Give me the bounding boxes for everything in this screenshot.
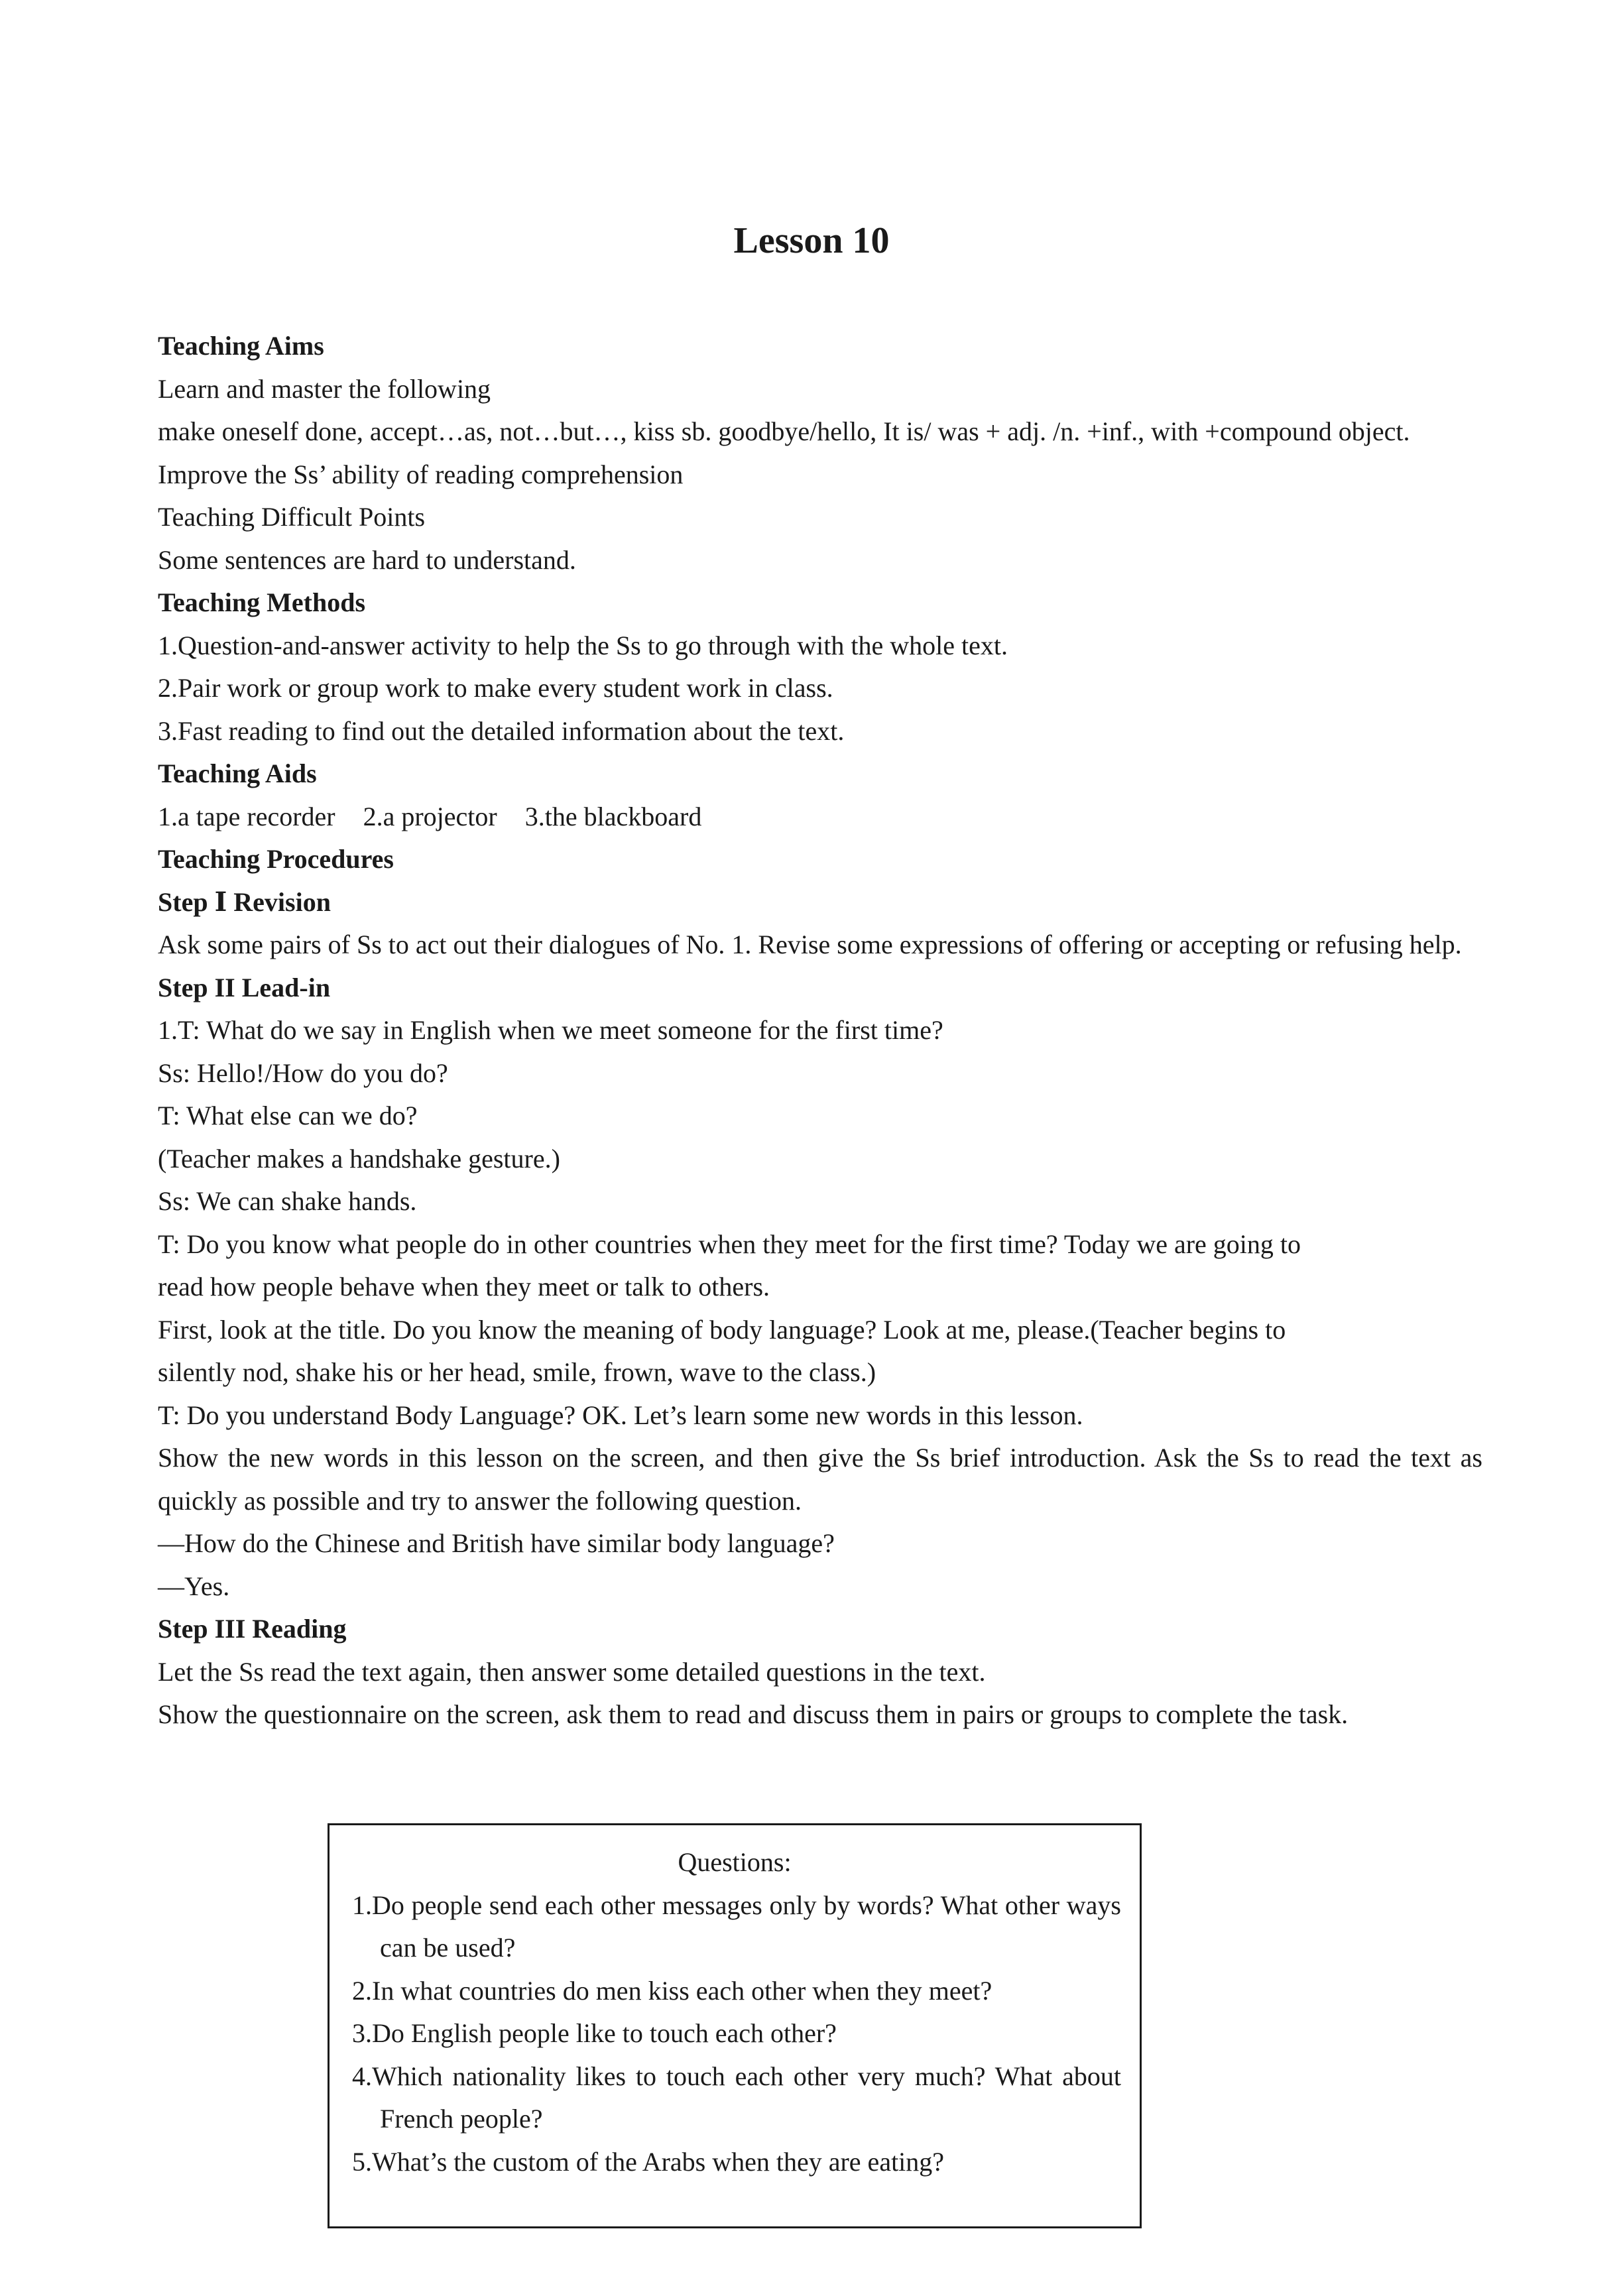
aims-line-1: Learn and master the following xyxy=(158,373,491,404)
difficult-points-text: Some sentences are hard to understand. xyxy=(158,544,576,575)
dialogue-line: T: Do you understand Body Language? OK. Let’s learn some new words in this lesson. xyxy=(158,1400,1083,1430)
question-item: 5.What’s the custom of the Arabs when they are eating? xyxy=(352,2146,945,2177)
questions-list xyxy=(330,1884,1140,2184)
dialogue-line: T: What else can we do? xyxy=(158,1101,418,1130)
lesson-content xyxy=(158,325,1482,1736)
question-item: 2.In what countries do men kiss each other when they meet? xyxy=(352,1975,992,2006)
questions-box xyxy=(328,1823,1142,2228)
step-2-answer: —Yes. xyxy=(158,1571,230,1601)
teaching-aids-heading: Teaching Aids xyxy=(158,758,317,788)
method-item: 3.Fast reading to find out the detailed information about the text. xyxy=(158,715,845,746)
teaching-aims-heading: Teaching Aims xyxy=(158,331,324,361)
method-item: 1.Question-and-answer activity to help the Ss to go through with the whole text. xyxy=(158,630,1008,660)
page-title: Lesson 10 xyxy=(733,220,890,261)
question-item: 3.Do English people like to touch each other? xyxy=(352,2018,837,2048)
step-3-heading: Step III Reading xyxy=(158,1614,347,1644)
step-1-text: Ask some pairs of Ss to act out their dialogues of No. 1. Revise some expressions of offering or accepting or refusing help. xyxy=(158,930,1462,959)
teaching-methods-heading: Teaching Methods xyxy=(158,587,366,617)
dialogue-line: Ss: We can shake hands. xyxy=(158,1186,417,1216)
aims-line-2: make oneself done, accept…as, not…but…, kiss sb. goodbye/hello, It is/ was + adj. /n. +inf., with +compound object. xyxy=(158,416,1410,446)
step-1-heading: Step Ⅰ Revision xyxy=(158,886,331,917)
dialogue-line: silently nod, shake his or her head, smile, frown, wave to the class.) xyxy=(158,1357,876,1387)
step-2-question: —How do the Chinese and British have similar body language? xyxy=(158,1528,835,1558)
dialogue-line: (Teacher makes a handshake gesture.) xyxy=(158,1143,560,1174)
teaching-procedures-heading: Teaching Procedures xyxy=(158,844,394,874)
aid-item: 1.a tape recorder xyxy=(158,801,335,831)
aims-line-3: Improve the Ss’ ability of reading comprehension xyxy=(158,459,684,489)
method-item: 2.Pair work or group work to make every student work in class. xyxy=(158,673,833,703)
difficult-points-heading: Teaching Difficult Points xyxy=(158,502,426,532)
step-3-line-1: Let the Ss read the text again, then answer some detailed questions in the text. xyxy=(158,1656,986,1687)
step-3-line-2: Show the questionnaire on the screen, ask them to read and discuss them in pairs or groups to complete the task. xyxy=(158,1699,1349,1729)
step-2-heading: Step II Lead-in xyxy=(158,972,331,1002)
dialogue-line: 1.T: What do we say in English when we meet someone for the first time? xyxy=(158,1015,943,1045)
dialogue-line: read how people behave when they meet or talk to others. xyxy=(158,1272,770,1301)
dialogue-line: First, look at the title. Do you know the meaning of body language? Look at me, please.(Teacher begins to xyxy=(158,1314,1286,1345)
questions-heading: Questions: xyxy=(678,1847,792,1877)
aid-item: 2.a projector xyxy=(363,801,497,831)
question-item: 1.Do people send each other messages only by words? What other ways can be used? xyxy=(352,1890,1121,1963)
dialogue-line: T: Do you know what people do in other countries when they meet for the first time? Today we are going to xyxy=(158,1229,1301,1259)
dialogue-line: Ss: Hello!/How do you do? xyxy=(158,1057,448,1088)
step-2-paragraph: Show the new words in this lesson on the screen, and then give the Ss brief introduction. Ask the Ss to read the text as quickly as possible and try to answer the following question. xyxy=(158,1443,1482,1516)
teaching-aids-list xyxy=(158,796,1482,839)
aid-item: 3.the blackboard xyxy=(524,801,702,831)
question-item: 4.Which nationality likes to touch each other very much? What about French people? xyxy=(352,2061,1121,2134)
